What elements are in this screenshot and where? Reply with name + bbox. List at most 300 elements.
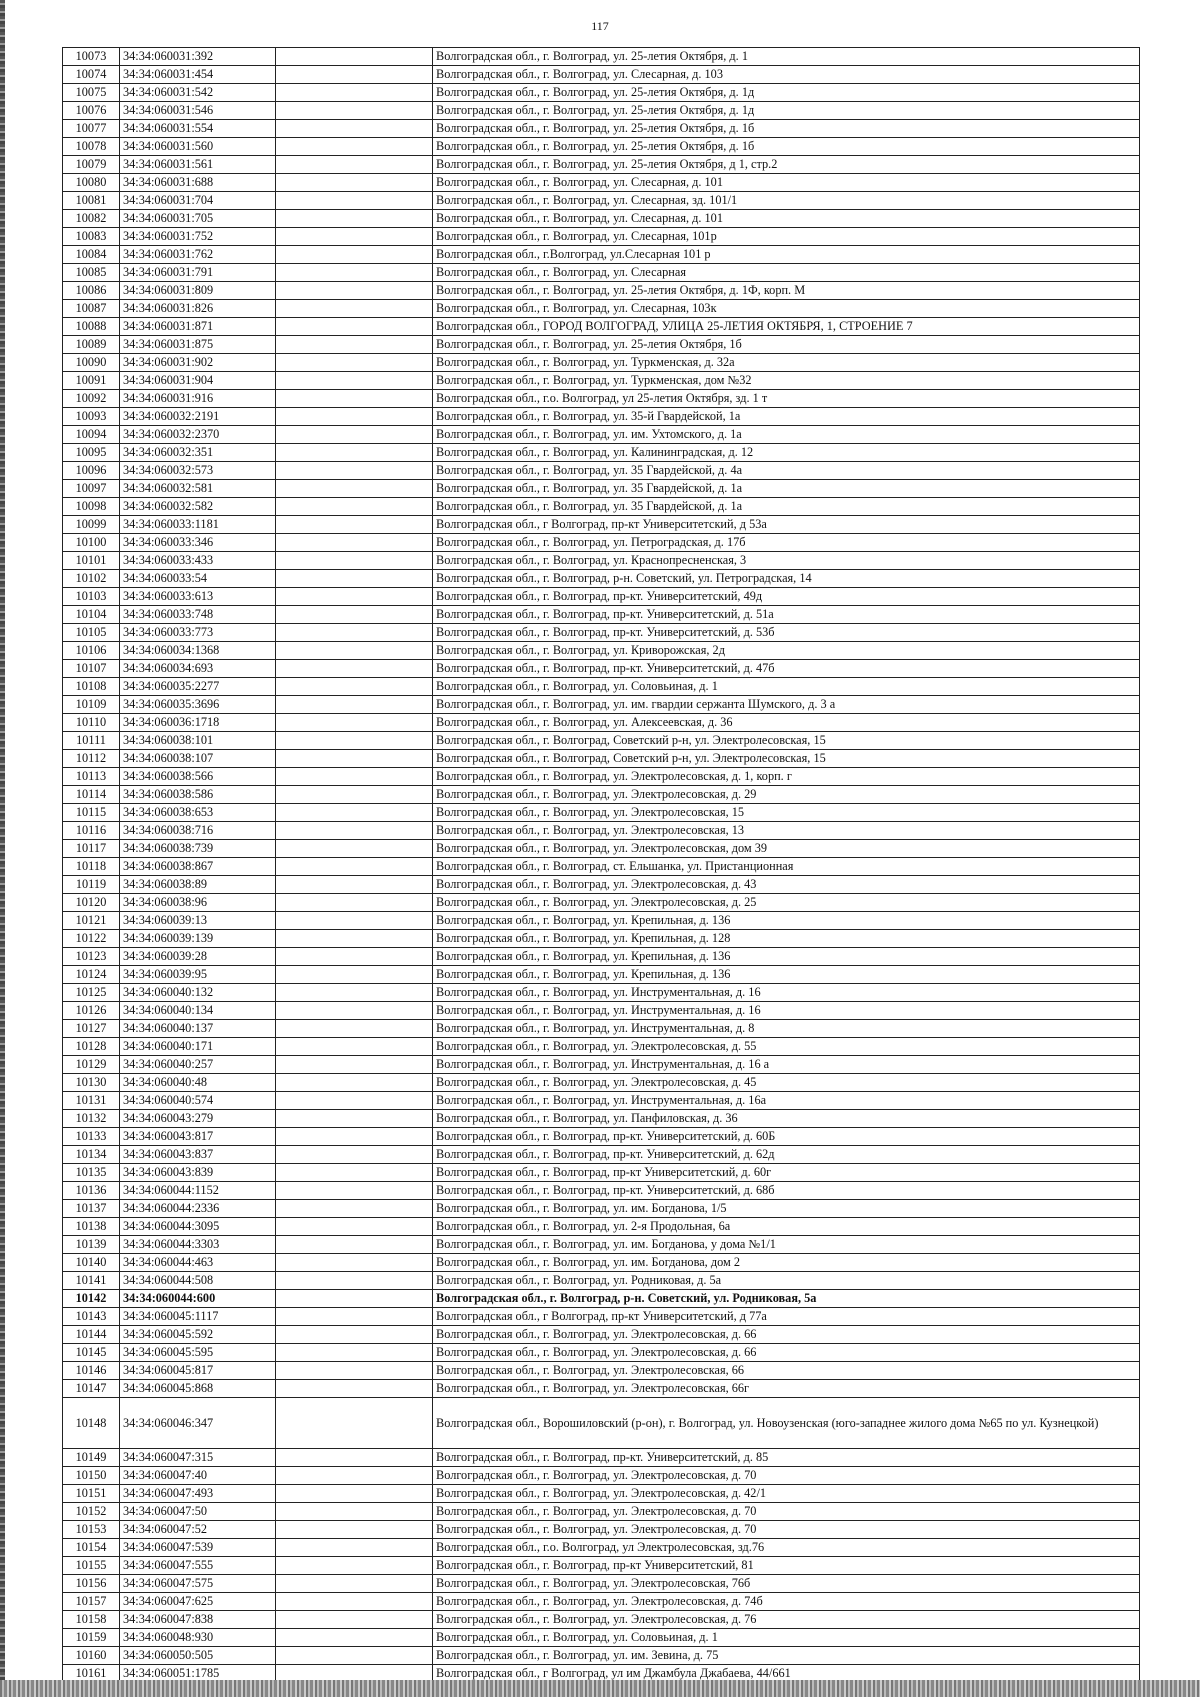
table-row	[63, 48, 1140, 66]
empty-cell	[276, 894, 433, 912]
row-number-cell: 10144	[63, 1326, 120, 1344]
cadastral-number-cell: 34:34:060033:748	[120, 606, 276, 624]
empty-cell	[276, 1020, 433, 1038]
empty-cell	[276, 264, 433, 282]
row-number-cell: 10126	[63, 1002, 120, 1020]
cadastral-number-cell: 34:34:060045:1117	[120, 1308, 276, 1326]
table-row	[63, 66, 1140, 84]
table-row	[63, 84, 1140, 102]
empty-cell	[276, 1308, 433, 1326]
cadastral-number-cell: 34:34:060035:2277	[120, 678, 276, 696]
cadastral-number-cell: 34:34:060031:688	[120, 174, 276, 192]
empty-cell	[276, 1146, 433, 1164]
row-number-cell: 10114	[63, 786, 120, 804]
empty-cell	[276, 552, 433, 570]
address-cell: Волгоградская обл., г. Волгоград, ул. Электролесовская, 76б	[433, 1575, 1140, 1593]
cadastral-number-cell: 34:34:060031:560	[120, 138, 276, 156]
row-number-cell: 10134	[63, 1146, 120, 1164]
empty-cell	[276, 516, 433, 534]
empty-cell	[276, 66, 433, 84]
empty-cell	[276, 192, 433, 210]
cadastral-number-cell: 34:34:060047:315	[120, 1449, 276, 1467]
row-number-cell: 10146	[63, 1362, 120, 1380]
empty-cell	[276, 642, 433, 660]
cadastral-number-cell: 34:34:060031:554	[120, 120, 276, 138]
cadastral-number-cell: 34:34:060031:791	[120, 264, 276, 282]
empty-cell	[276, 714, 433, 732]
address-cell: Волгоградская обл., г. Волгоград, р-н. Советский, ул. Петроградская, 14	[433, 570, 1140, 588]
empty-cell	[276, 1272, 433, 1290]
table-row	[63, 552, 1140, 570]
cadastral-number-cell: 34:34:060038:96	[120, 894, 276, 912]
address-cell: Волгоградская обл., г. Волгоград, ул. им. Богданова, 1/5	[433, 1200, 1140, 1218]
cadastral-number-cell: 34:34:060032:581	[120, 480, 276, 498]
row-number-cell: 10078	[63, 138, 120, 156]
address-cell: Волгоградская обл., г. Волгоград, ул. Электролесовская, д. 66	[433, 1344, 1140, 1362]
row-number-cell: 10091	[63, 372, 120, 390]
row-number-cell: 10113	[63, 768, 120, 786]
cadastral-number-cell: 34:34:060044:508	[120, 1272, 276, 1290]
address-cell: Волгоградская обл., г. Волгоград, ул. Родниковая, д. 5а	[433, 1272, 1140, 1290]
empty-cell	[276, 336, 433, 354]
table-row	[63, 822, 1140, 840]
cadastral-number-cell: 34:34:060031:809	[120, 282, 276, 300]
table-row	[63, 1218, 1140, 1236]
empty-cell	[276, 1056, 433, 1074]
row-number-cell: 10157	[63, 1593, 120, 1611]
row-number-cell: 10082	[63, 210, 120, 228]
cadastral-number-cell: 34:34:060038:716	[120, 822, 276, 840]
cadastral-number-cell: 34:34:060031:454	[120, 66, 276, 84]
address-cell: Волгоградская обл., г. Волгоград, ул. Электролесовская, д. 76	[433, 1611, 1140, 1629]
address-cell: Волгоградская обл., г. Волгоград, ул. Электролесовская, д. 70	[433, 1503, 1140, 1521]
empty-cell	[276, 1074, 433, 1092]
address-cell: Волгоградская обл., г. Волгоград, ул. Криворожская, 2д	[433, 642, 1140, 660]
scan-left-edge	[0, 0, 5, 1697]
table-row	[63, 1485, 1140, 1503]
cadastral-number-cell: 34:34:060038:739	[120, 840, 276, 858]
address-cell: Волгоградская обл., г. Волгоград, ул. 35 Гвардейской, д. 1а	[433, 498, 1140, 516]
row-number-cell: 10117	[63, 840, 120, 858]
row-number-cell: 10147	[63, 1380, 120, 1398]
address-cell: Волгоградская обл., г. Волгоград, пр-кт. Университетский, д. 47б	[433, 660, 1140, 678]
address-cell: Волгоградская обл., г. Волгоград, пр-кт. Университетский, д. 68б	[433, 1182, 1140, 1200]
address-cell: Волгоградская обл., г. Волгоград, пр-кт. Университетский, д. 60Б	[433, 1128, 1140, 1146]
cadastral-number-cell: 34:34:060033:1181	[120, 516, 276, 534]
empty-cell	[276, 498, 433, 516]
cadastral-number-cell: 34:34:060032:582	[120, 498, 276, 516]
address-cell: Волгоградская обл., г. Волгоград, ул. Инструментальная, д. 16	[433, 1002, 1140, 1020]
address-cell: Волгоградская обл., г. Волгоград, ул. Электролесовская, 66г	[433, 1380, 1140, 1398]
table-row	[63, 840, 1140, 858]
address-cell: Волгоградская обл., г. Волгоград, ул. Электролесовская, д. 66	[433, 1326, 1140, 1344]
table-row	[63, 138, 1140, 156]
address-cell: Волгоградская обл., г. Волгоград, ул. 25-летия Октября, д. 1д	[433, 102, 1140, 120]
table-row	[63, 318, 1140, 336]
cadastral-number-cell: 34:34:060031:752	[120, 228, 276, 246]
row-number-cell: 10116	[63, 822, 120, 840]
address-cell: Волгоградская обл., г. Волгоград, ул. 25-летия Октября, д. 1б	[433, 138, 1140, 156]
empty-cell	[276, 606, 433, 624]
row-number-cell: 10080	[63, 174, 120, 192]
row-number-cell: 10124	[63, 966, 120, 984]
row-number-cell: 10129	[63, 1056, 120, 1074]
table-row	[63, 1575, 1140, 1593]
table-row	[63, 948, 1140, 966]
row-number-cell: 10120	[63, 894, 120, 912]
row-number-cell: 10132	[63, 1110, 120, 1128]
address-cell: Волгоградская обл., г. Волгоград, ул. Крепильная, д. 136	[433, 912, 1140, 930]
address-cell: Волгоградская обл., г. Волгоград, ул. Калининградская, д. 12	[433, 444, 1140, 462]
address-cell: Волгоградская обл., г. Волгоград, ул. 25-летия Октября, д. 1	[433, 48, 1140, 66]
row-number-cell: 10153	[63, 1521, 120, 1539]
address-cell: Волгоградская обл., г. Волгоград, ул. Электролесовская, 13	[433, 822, 1140, 840]
table-row	[63, 1164, 1140, 1182]
cadastral-number-cell: 34:34:060031:561	[120, 156, 276, 174]
row-number-cell: 10130	[63, 1074, 120, 1092]
row-number-cell: 10159	[63, 1629, 120, 1647]
row-number-cell: 10104	[63, 606, 120, 624]
row-number-cell: 10143	[63, 1308, 120, 1326]
cadastral-number-cell: 34:34:060031:904	[120, 372, 276, 390]
cadastral-number-cell: 34:34:060038:653	[120, 804, 276, 822]
row-number-cell: 10155	[63, 1557, 120, 1575]
address-cell: Волгоградская обл., г. Волгоград, ул. Слесарная	[433, 264, 1140, 282]
row-number-cell: 10123	[63, 948, 120, 966]
address-cell: Волгоградская обл., г. Волгоград, ул. Соловьиная, д. 1	[433, 1629, 1140, 1647]
address-cell: Волгоградская обл., г. Волгоград, ул. Крепильная, д. 128	[433, 930, 1140, 948]
cadastral-number-cell: 34:34:060040:257	[120, 1056, 276, 1074]
cadastral-number-cell: 34:34:060032:2370	[120, 426, 276, 444]
row-number-cell: 10100	[63, 534, 120, 552]
table-row	[63, 1110, 1140, 1128]
cadastral-number-cell: 34:34:060033:54	[120, 570, 276, 588]
table-row	[63, 354, 1140, 372]
empty-cell	[276, 1254, 433, 1272]
table-row	[63, 426, 1140, 444]
address-cell: Волгоградская обл., г. Волгоград, пр-кт. Университетский, д. 53б	[433, 624, 1140, 642]
row-number-cell: 10087	[63, 300, 120, 318]
table-row	[63, 1557, 1140, 1575]
address-cell: Волгоградская обл., г. Волгоград, ул. Электролесовская, 66	[433, 1362, 1140, 1380]
cadastral-number-cell: 34:34:060031:705	[120, 210, 276, 228]
row-number-cell: 10089	[63, 336, 120, 354]
table-row	[63, 1020, 1140, 1038]
empty-cell	[276, 480, 433, 498]
row-number-cell: 10156	[63, 1575, 120, 1593]
empty-cell	[276, 804, 433, 822]
empty-cell	[276, 768, 433, 786]
address-cell: Волгоградская обл., г. Волгоград, ул. Электролесовская, д. 42/1	[433, 1485, 1140, 1503]
empty-cell	[276, 138, 433, 156]
row-number-cell: 10094	[63, 426, 120, 444]
address-cell: Волгоградская обл., Ворошиловский (р-он), г. Волгоград, ул. Новоузенская (юго-западнее жилого дома №65 по ул. Кузнецкой)	[433, 1398, 1140, 1449]
table-row	[63, 1200, 1140, 1218]
address-cell: Волгоградская обл., г. Волгоград, ул. Крепильная, д. 136	[433, 966, 1140, 984]
address-cell: Волгоградская обл., г. Волгоград, пр-кт. Университетский, д. 62д	[433, 1146, 1140, 1164]
row-number-cell: 10135	[63, 1164, 120, 1182]
cadastral-number-cell: 34:34:060031:902	[120, 354, 276, 372]
address-cell: Волгоградская обл., г. Волгоград, ул. Соловьиная, д. 1	[433, 678, 1140, 696]
table-row	[63, 858, 1140, 876]
address-cell: Волгоградская обл., г. Волгоград, ул. Петроградская, д. 17б	[433, 534, 1140, 552]
row-number-cell: 10112	[63, 750, 120, 768]
table-row	[63, 462, 1140, 480]
address-cell: Волгоградская обл., г. Волгоград, ул. Электролесовская, д. 43	[433, 876, 1140, 894]
row-number-cell: 10119	[63, 876, 120, 894]
address-cell: Волгоградская обл., г Волгоград, ул им Джамбула Джабаева, 44/661	[433, 1665, 1140, 1683]
address-cell: Волгоградская обл., г Волгоград, пр-кт Университетский, д 77а	[433, 1308, 1140, 1326]
empty-cell	[276, 1038, 433, 1056]
row-number-cell: 10093	[63, 408, 120, 426]
table-row	[63, 1146, 1140, 1164]
empty-cell	[276, 300, 433, 318]
table-row	[63, 1128, 1140, 1146]
address-cell: Волгоградская обл., г. Волгоград, ул. Крепильная, д. 136	[433, 948, 1140, 966]
table-row	[63, 1398, 1140, 1449]
row-number-cell: 10150	[63, 1467, 120, 1485]
address-cell: Волгоградская обл., г. Волгоград, ст. Ельшанка, ул. Пристанционная	[433, 858, 1140, 876]
cadastral-number-cell: 34:34:060047:838	[120, 1611, 276, 1629]
empty-cell	[276, 1467, 433, 1485]
cadastral-number-cell: 34:34:060045:595	[120, 1344, 276, 1362]
cadastral-number-cell: 34:34:060031:875	[120, 336, 276, 354]
cadastral-number-cell: 34:34:060038:101	[120, 732, 276, 750]
cadastral-number-cell: 34:34:060033:773	[120, 624, 276, 642]
row-number-cell: 10115	[63, 804, 120, 822]
page-number: 117	[591, 19, 609, 33]
empty-cell	[276, 1200, 433, 1218]
table-row	[63, 1326, 1140, 1344]
address-cell: Волгоградская обл., г. Волгоград, ул. Электролесовская, д. 25	[433, 894, 1140, 912]
cadastral-number-cell: 34:34:060044:2336	[120, 1200, 276, 1218]
address-cell: Волгоградская обл., г. Волгоград, ул. 25-летия Октября, д 1, стр.2	[433, 156, 1140, 174]
address-cell: Волгоградская обл., г. Волгоград, ул. Инструментальная, д. 16а	[433, 1092, 1140, 1110]
row-number-cell: 10075	[63, 84, 120, 102]
scan-bottom-edge	[0, 1680, 1200, 1697]
cadastral-number-cell: 34:34:060043:279	[120, 1110, 276, 1128]
address-cell: Волгоградская обл., г. Волгоград, ул. им. Богданова, у дома №1/1	[433, 1236, 1140, 1254]
table-row	[63, 1092, 1140, 1110]
address-cell: Волгоградская обл., г. Волгоград, р-н. Советский, ул. Родниковая, 5а	[433, 1290, 1140, 1308]
row-number-cell: 10092	[63, 390, 120, 408]
cadastral-number-cell: 34:34:060038:566	[120, 768, 276, 786]
row-number-cell: 10103	[63, 588, 120, 606]
table-row	[63, 1539, 1140, 1557]
address-cell: Волгоградская обл., г. Волгоград, ул. им. гвардии сержанта Шумского, д. 3 а	[433, 696, 1140, 714]
address-cell: Волгоградская обл., г. Волгоград, ул. Электролесовская, дом 39	[433, 840, 1140, 858]
cadastral-number-cell: 34:34:060045:592	[120, 1326, 276, 1344]
empty-cell	[276, 444, 433, 462]
table-row	[63, 930, 1140, 948]
row-number-cell: 10160	[63, 1647, 120, 1665]
empty-cell	[276, 750, 433, 768]
cadastral-number-cell: 34:34:060044:600	[120, 1290, 276, 1308]
table-row	[63, 678, 1140, 696]
table-row	[63, 300, 1140, 318]
address-cell: Волгоградская обл., г. Волгоград, пр-кт. Университетский, д. 85	[433, 1449, 1140, 1467]
cadastral-number-cell: 34:34:060047:52	[120, 1521, 276, 1539]
table-row	[63, 1611, 1140, 1629]
cadastral-number-cell: 34:34:060040:134	[120, 1002, 276, 1020]
table-row	[63, 660, 1140, 678]
empty-cell	[276, 228, 433, 246]
cadastral-number-cell: 34:34:060038:867	[120, 858, 276, 876]
table-row	[63, 1344, 1140, 1362]
table-row	[63, 984, 1140, 1002]
row-number-cell: 10109	[63, 696, 120, 714]
cadastral-number-cell: 34:34:060047:40	[120, 1467, 276, 1485]
cadastral-number-cell: 34:34:060043:839	[120, 1164, 276, 1182]
row-number-cell: 10125	[63, 984, 120, 1002]
row-number-cell: 10084	[63, 246, 120, 264]
empty-cell	[276, 786, 433, 804]
empty-cell	[276, 1629, 433, 1647]
cadastral-number-cell: 34:34:060031:704	[120, 192, 276, 210]
cadastral-number-cell: 34:34:060048:930	[120, 1629, 276, 1647]
address-cell: Волгоградская обл., г. Волгоград, пр-кт Университетский, д. 60г	[433, 1164, 1140, 1182]
empty-cell	[276, 1557, 433, 1575]
empty-cell	[276, 84, 433, 102]
cadastral-number-cell: 34:34:060044:3095	[120, 1218, 276, 1236]
empty-cell	[276, 354, 433, 372]
row-number-cell: 10076	[63, 102, 120, 120]
empty-cell	[276, 930, 433, 948]
row-number-cell: 10158	[63, 1611, 120, 1629]
cadastral-number-cell: 34:34:060046:347	[120, 1398, 276, 1449]
empty-cell	[276, 174, 433, 192]
cadastral-number-cell: 34:34:060032:351	[120, 444, 276, 462]
empty-cell	[276, 1110, 433, 1128]
cadastral-number-cell: 34:34:060040:137	[120, 1020, 276, 1038]
cadastral-number-cell: 34:34:060047:625	[120, 1593, 276, 1611]
cadastral-number-cell: 34:34:060044:1152	[120, 1182, 276, 1200]
address-cell: Волгоградская обл., г. Волгоград, пр-кт. Университетский, д. 51а	[433, 606, 1140, 624]
cadastral-number-cell: 34:34:060031:392	[120, 48, 276, 66]
row-number-cell: 10096	[63, 462, 120, 480]
empty-cell	[276, 1326, 433, 1344]
empty-cell	[276, 156, 433, 174]
address-cell: Волгоградская обл., г Волгоград, пр-кт Университетский, д 53а	[433, 516, 1140, 534]
table-row	[63, 1629, 1140, 1647]
table-row	[63, 228, 1140, 246]
cadastral-number-cell: 34:34:060047:493	[120, 1485, 276, 1503]
table-row	[63, 1002, 1140, 1020]
empty-cell	[276, 1218, 433, 1236]
table-row	[63, 1038, 1140, 1056]
address-cell: Волгоградская обл., г. Волгоград, ул. Электролесовская, д. 29	[433, 786, 1140, 804]
cadastral-number-cell: 34:34:060033:613	[120, 588, 276, 606]
table-row	[63, 1236, 1140, 1254]
empty-cell	[276, 1647, 433, 1665]
empty-cell	[276, 1092, 433, 1110]
empty-cell	[276, 1575, 433, 1593]
empty-cell	[276, 840, 433, 858]
cadastral-number-cell: 34:34:060040:48	[120, 1074, 276, 1092]
row-number-cell: 10077	[63, 120, 120, 138]
address-cell: Волгоградская обл., г. Волгоград, ул. Инструментальная, д. 8	[433, 1020, 1140, 1038]
cadastral-number-cell: 34:34:060047:555	[120, 1557, 276, 1575]
empty-cell	[276, 408, 433, 426]
cadastral-number-cell: 34:34:060039:13	[120, 912, 276, 930]
cadastral-number-cell: 34:34:060039:28	[120, 948, 276, 966]
table-row	[63, 192, 1140, 210]
address-cell: Волгоградская обл., г. Волгоград, ул. Туркменская, дом №32	[433, 372, 1140, 390]
table-row	[63, 642, 1140, 660]
empty-cell	[276, 1485, 433, 1503]
address-cell: Волгоградская обл., г. Волгоград, ул. 2-я Продольная, 6а	[433, 1218, 1140, 1236]
address-cell: Волгоградская обл., г. Волгоград, ул. им. Богданова, дом 2	[433, 1254, 1140, 1272]
empty-cell	[276, 732, 433, 750]
empty-cell	[276, 1380, 433, 1398]
empty-cell	[276, 876, 433, 894]
empty-cell	[276, 210, 433, 228]
table-row	[63, 714, 1140, 732]
cadastral-number-cell: 34:34:060040:171	[120, 1038, 276, 1056]
address-cell: Волгоградская обл., г. Волгоград, ул. Слесарная, д. 101	[433, 174, 1140, 192]
cadastral-number-cell: 34:34:060044:3303	[120, 1236, 276, 1254]
address-cell: Волгоградская обл., г. Волгоград, ул. Электролесовская, д. 74б	[433, 1593, 1140, 1611]
table-row	[63, 372, 1140, 390]
cadastral-number-cell: 34:34:060038:89	[120, 876, 276, 894]
row-number-cell: 10148	[63, 1398, 120, 1449]
cadastral-number-cell: 34:34:060040:574	[120, 1092, 276, 1110]
empty-cell	[276, 1398, 433, 1449]
table-row	[63, 264, 1140, 282]
row-number-cell: 10105	[63, 624, 120, 642]
cadastral-number-cell: 34:34:060043:817	[120, 1128, 276, 1146]
row-number-cell: 10090	[63, 354, 120, 372]
row-number-cell: 10073	[63, 48, 120, 66]
table-row	[63, 912, 1140, 930]
empty-cell	[276, 966, 433, 984]
table-row	[63, 390, 1140, 408]
row-number-cell: 10145	[63, 1344, 120, 1362]
empty-cell	[276, 1521, 433, 1539]
table-row	[63, 588, 1140, 606]
empty-cell	[276, 318, 433, 336]
address-cell: Волгоградская обл., г. Волгоград, Советский р-н, ул. Электролесовская, 15	[433, 750, 1140, 768]
empty-cell	[276, 426, 433, 444]
cadastral-number-cell: 34:34:060040:132	[120, 984, 276, 1002]
address-cell: Волгоградская обл., г. Волгоград, ул. 25-летия Октября, д. 1б	[433, 120, 1140, 138]
address-cell: Волгоградская обл., г. Волгоград, ул. Слесарная, д. 103	[433, 66, 1140, 84]
row-number-cell: 10161	[63, 1665, 120, 1683]
row-number-cell: 10083	[63, 228, 120, 246]
address-cell: Волгоградская обл., г. Волгоград, ул. Электролесовская, д. 45	[433, 1074, 1140, 1092]
empty-cell	[276, 678, 433, 696]
cadastral-number-cell: 34:34:060033:433	[120, 552, 276, 570]
address-cell: Волгоградская обл., г. Волгоград, ул. им. Ухтомского, д. 1а	[433, 426, 1140, 444]
empty-cell	[276, 462, 433, 480]
row-number-cell: 10088	[63, 318, 120, 336]
cadastral-number-cell: 34:34:060047:50	[120, 1503, 276, 1521]
empty-cell	[276, 1611, 433, 1629]
address-cell: Волгоградская обл., г. Волгоград, ул. Слесарная, д. 101	[433, 210, 1140, 228]
cadastral-number-cell: 34:34:060039:95	[120, 966, 276, 984]
table-row	[63, 1593, 1140, 1611]
row-number-cell: 10140	[63, 1254, 120, 1272]
cadastral-number-cell: 34:34:060031:762	[120, 246, 276, 264]
empty-cell	[276, 696, 433, 714]
row-number-cell: 10151	[63, 1485, 120, 1503]
address-cell: Волгоградская обл., г. Волгоград, ул. Электролесовская, д. 70	[433, 1521, 1140, 1539]
address-cell: Волгоградская обл., г. Волгоград, ул. 25-летия Октября, д. 1д	[433, 84, 1140, 102]
cadastral-number-cell: 34:34:060032:2191	[120, 408, 276, 426]
row-number-cell: 10095	[63, 444, 120, 462]
table-row	[63, 246, 1140, 264]
row-number-cell: 10141	[63, 1272, 120, 1290]
